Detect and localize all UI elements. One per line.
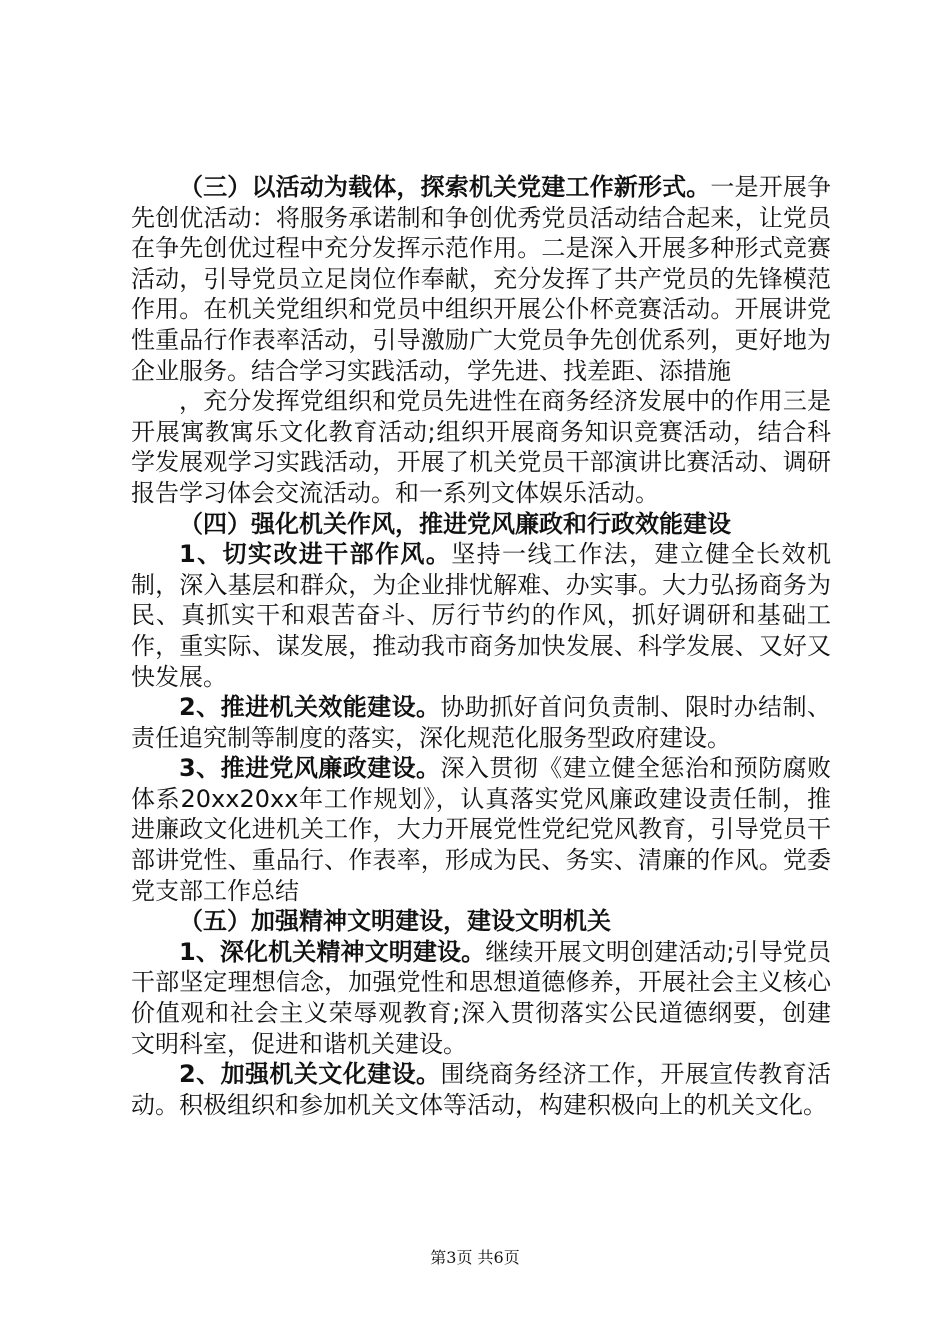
paragraph-text: 坚持一线工作法，建立健全长效机制，深入基层和群众，为企业排忧解难、办实事。大力弘扬商务为民、真抓实干和艰苦奋斗、厉行节约的作风，抓好调研和基础工作，重实际、谋发展，推动我市商务加快发展、科学发展、又好又快发展。 — [131, 540, 831, 691]
paragraph-text: 一是开展争先创优活动：将服务承诺制和争创优秀党员活动结合起来，让党员在争先创优过程中充分发挥示范作用。二是深入开展多种形式竞赛活动，引导党员立足岗位作奉献，充分发挥了共产党员的先锋模范作用。在机关党组织和党员中组织开展公仆杯竞赛活动。开展讲党性重品行作表率活动，引导激励广大党员争先创优系列，更好地为企业服务。结合学习实践活动，学先进、找差距、添措施 — [131, 173, 832, 385]
page-footer: 第3页 共6页 — [430, 1248, 520, 1267]
item-title: 1、深化机关精神文明建设。 — [179, 937, 486, 966]
document-body — [131, 172, 831, 1120]
paragraph-s3-2: ，充分发挥党组织和党员先进性在商务经济发展中的作用三是开展寓教寓乐文化教育活动;组织开展商务知识竞赛活动，结合科学发展观学习实践活动，开展了机关党员干部演讲比赛活动、调研报告学习体会交流活动。和一系列文体娱乐活动。 — [131, 387, 831, 507]
item-title: 2、推进机关效能建设。 — [179, 693, 441, 722]
item-title: 3、推进党风廉政建设。 — [179, 754, 441, 783]
paragraph-s5-1 — [131, 937, 831, 1059]
section-heading-5: （五）加强精神文明建设，建设文明机关 — [179, 907, 611, 936]
paragraph-s4-3 — [131, 753, 831, 906]
item-title: 2、加强机关文化建设。 — [179, 1060, 441, 1089]
paragraph-s4-1 — [131, 539, 831, 692]
paragraph-text: 围绕商务经济工作，开展宣传教育活动。积极组织和参加机关文体等活动，构建积极向上的机关文化。 — [131, 1060, 832, 1119]
section-heading-4: （四）强化机关作风，推进党风廉政和行政效能建设 — [179, 509, 731, 538]
paragraph-s3-1 — [131, 172, 831, 386]
paragraph-s4-2 — [131, 692, 831, 753]
paragraph-text: 深入贯彻《建立健全惩治和预防腐败体系20xx20xx年工作规划》，认真落实党风廉政建设责任制，推进廉政文化进机关工作，大力开展党性党纪党风教育，引导党员干部讲党性、重品行、作表率，形成为民、务实、清廉的作风。党委党支部工作总结 — [131, 754, 832, 905]
paragraph-text: 继续开展文明创建活动;引导党员干部坚定理想信念，加强党性和思想道德修养，开展社会主义核心价值观和社会主义荣辱观教育;深入贯彻落实公民道德纲要，创建文明科室，促进和谐机关建设。 — [131, 937, 831, 1058]
paragraph-s5-2 — [131, 1059, 831, 1120]
item-title: 1、切实改进干部作风。 — [179, 540, 452, 569]
section-title-3: （三）以活动为载体，探索机关党建工作新形式。 — [179, 173, 711, 201]
paragraph-text: 协助抓好首问负责制、限时办结制、责任追究制等制度的落实，深化规范化服务型政府建设。 — [131, 693, 832, 752]
